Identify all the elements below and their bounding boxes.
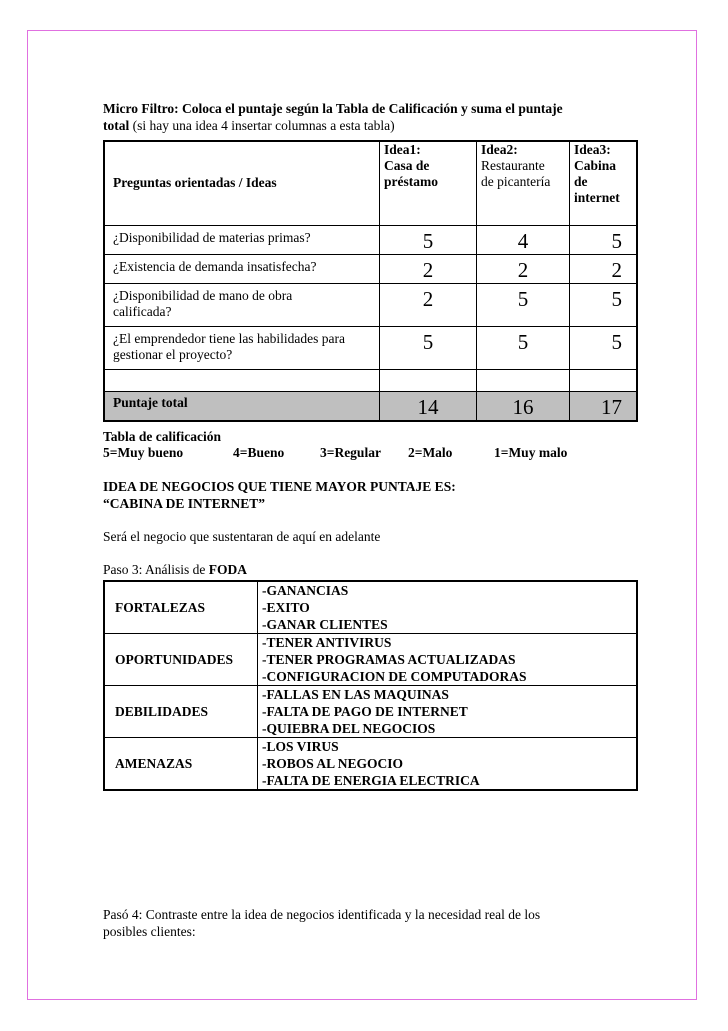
foda-items: -LOS VIRUS -ROBOS AL NEGOCIO -FALTA DE ENERGIA ELECTRICA (258, 738, 638, 791)
empty-cell (104, 369, 380, 391)
score-header-row (104, 141, 637, 225)
score-row (104, 225, 637, 254)
empty-row (104, 369, 637, 391)
score-row (104, 326, 637, 369)
idea3-header: Idea3: Cabina de internet (570, 141, 638, 225)
foda-row-oportunidades (104, 634, 637, 686)
foda-items: -GANANCIAS -EXITO -GANAR CLIENTES (258, 581, 638, 634)
step4-line-1: Pasó 4: Contraste entre la idea de negocios identificada y la necesidad real de los (103, 907, 541, 922)
foda-row-amenazas (104, 738, 637, 791)
score-cell: 5 (477, 283, 570, 326)
score-cell: 4 (477, 225, 570, 254)
result-line-1: IDEA DE NEGOCIOS QUE TIENE MAYOR PUNTAJE ES: (103, 479, 456, 494)
rating-3: 3=Regular (320, 445, 381, 460)
empty-cell (380, 369, 477, 391)
foda-label: FORTALEZAS (104, 581, 258, 634)
idea2-header: Idea2: Restaurante de picantería (477, 141, 570, 225)
score-cell: 5 (570, 283, 638, 326)
total-row (104, 391, 637, 421)
score-cell: 5 (570, 225, 638, 254)
foda-table (103, 580, 638, 791)
foda-row-debilidades (104, 686, 637, 738)
micro-filter-subtitle: total (si hay una idea 4 insertar columnas a esta tabla) (103, 118, 395, 133)
step3-heading: Paso 3: Análisis de FODA (103, 562, 248, 577)
score-cell: 5 (570, 326, 638, 369)
rating-title: Tabla de calificación (103, 429, 222, 444)
sustain-text: Será el negocio que sustentaran de aquí en adelante (103, 529, 381, 544)
question-cell: ¿Existencia de demanda insatisfecha? (104, 254, 380, 283)
score-cell: 2 (380, 283, 477, 326)
score-table (103, 140, 638, 422)
foda-items: -FALLAS EN LAS MAQUINAS -FALTA DE PAGO DE INTERNET -QUIEBRA DEL NEGOCIOS (258, 686, 638, 738)
score-row (104, 283, 637, 326)
question-cell: ¿Disponibilidad de mano de obra calificada? (104, 283, 380, 326)
total-label: Puntaje total (104, 391, 380, 421)
score-cell: 5 (380, 225, 477, 254)
score-cell: 2 (570, 254, 638, 283)
idea1-header: Idea1: Casa de préstamo (380, 141, 477, 225)
foda-row-fortalezas (104, 581, 637, 634)
result-line-2: “CABINA DE INTERNET” (103, 496, 266, 511)
step4-line-2: posibles clientes: (103, 924, 196, 939)
score-cell: 5 (477, 326, 570, 369)
score-row (104, 254, 637, 283)
header-question: Preguntas orientadas / Ideas (104, 141, 380, 225)
empty-cell (570, 369, 638, 391)
rating-1: 1=Muy malo (494, 445, 568, 460)
foda-label: DEBILIDADES (104, 686, 258, 738)
rating-4: 4=Bueno (233, 445, 285, 460)
score-cell: 2 (380, 254, 477, 283)
question-cell: ¿El emprendedor tiene las habilidades para gestionar el proyecto? (104, 326, 380, 369)
foda-items: -TENER ANTIVIRUS -TENER PROGRAMAS ACTUALIZADAS -CONFIGURACION DE COMPUTADORAS (258, 634, 638, 686)
foda-label: OPORTUNIDADES (104, 634, 258, 686)
empty-cell (477, 369, 570, 391)
score-cell: 2 (477, 254, 570, 283)
micro-filter-title: Micro Filtro: Coloca el puntaje según la Tabla de Calificación y suma el puntaje (103, 101, 563, 116)
rating-5: 5=Muy bueno (103, 445, 184, 460)
total-cell: 16 (477, 391, 570, 421)
total-cell: 17 (570, 391, 638, 421)
rating-2: 2=Malo (408, 445, 453, 460)
question-cell: ¿Disponibilidad de materias primas? (104, 225, 380, 254)
total-cell: 14 (380, 391, 477, 421)
score-cell: 5 (380, 326, 477, 369)
foda-label: AMENAZAS (104, 738, 258, 791)
